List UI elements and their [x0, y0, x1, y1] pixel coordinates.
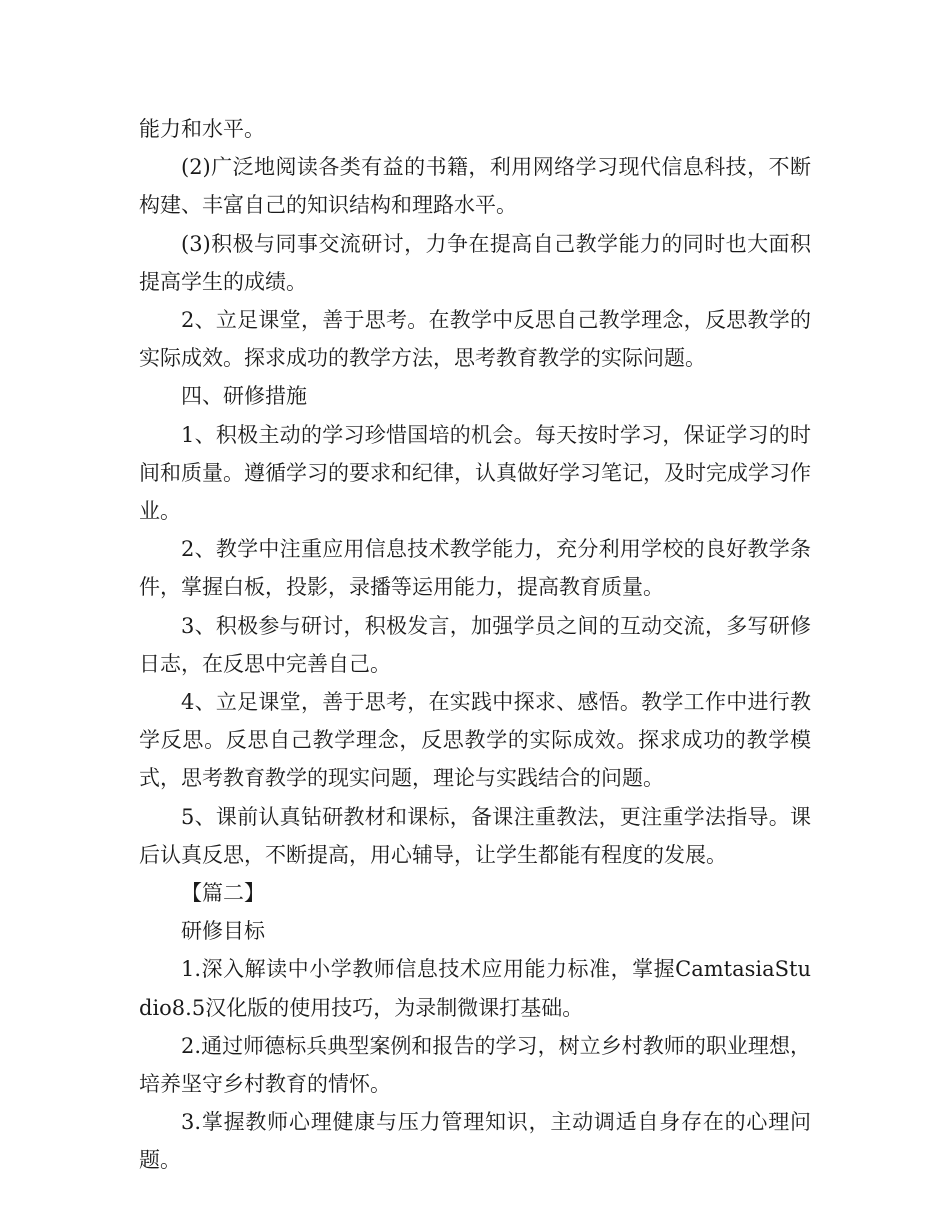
paragraph-goal-2: 2.通过师德标兵典型案例和报告的学习，树立乡村教师的职业理想，培养坚守乡村教育的情怀。 — [139, 1033, 811, 1097]
paragraph-measure-1: 1、积极主动的学习珍惜国培的机会。每天按时学习，保证学习的时间和质量。遵循学习的要求和纪律，认真做好学习笔记，及时完成学习作业。 — [139, 422, 811, 524]
paragraph-goal-3: 3.掌握教师心理健康与压力管理知识，主动调适自身存在的心理问题。 — [139, 1110, 811, 1173]
paragraph-measure-5: 5、课前认真钻研教材和课标，备课注重教法，更注重学法指导。课后认真反思，不断提高，用心辅导，让学生都能有程度的发展。 — [139, 804, 811, 867]
section-heading-measures: 四、研修措施 — [181, 384, 307, 409]
section-heading-part-two: 【篇二】 — [181, 881, 265, 906]
paragraph-goal-1: 1.深入解读中小学教师信息技术应用能力标准，掌握CamtasiaStudio8.5汉化版的使用技巧，为录制微课打基础。 — [139, 957, 811, 1020]
paragraph-measure-3: 3、积极参与研讨，积极发言，加强学员之间的互动交流，多写研修日志，在反思中完善自己。 — [139, 613, 811, 676]
section-heading-goals: 研修目标 — [181, 919, 265, 944]
paragraph-continuation: 能力和水平。 — [139, 117, 265, 141]
paragraph-point-2: 2、立足课堂，善于思考。在教学中反思自己教学理念，反思教学的实际成效。探求成功的教学方法，思考教育教学的实际问题。 — [139, 308, 811, 371]
paragraph-item-3: (3)积极与同事交流研讨，力争在提高自己教学能力的同时也大面积提高学生的成绩。 — [139, 231, 811, 294]
document-body — [139, 110, 811, 1180]
paragraph-measure-2: 2、教学中注重应用信息技术教学能力，充分利用学校的良好教学条件，掌握白板，投影，录播等运用能力，提高教育质量。 — [139, 537, 811, 600]
paragraph-measure-4: 4、立足课堂，善于思考，在实践中探求、感悟。教学工作中进行教学反思。反思自己教学理念，反思教学的实际成效。探求成功的教学模式，思考教育教学的现实问题，理论与实践结合的问题。 — [139, 690, 811, 791]
paragraph-item-2: (2)广泛地阅读各类有益的书籍，利用网络学习现代信息科技，不断构建、丰富自己的知识结构和理路水平。 — [139, 155, 811, 218]
